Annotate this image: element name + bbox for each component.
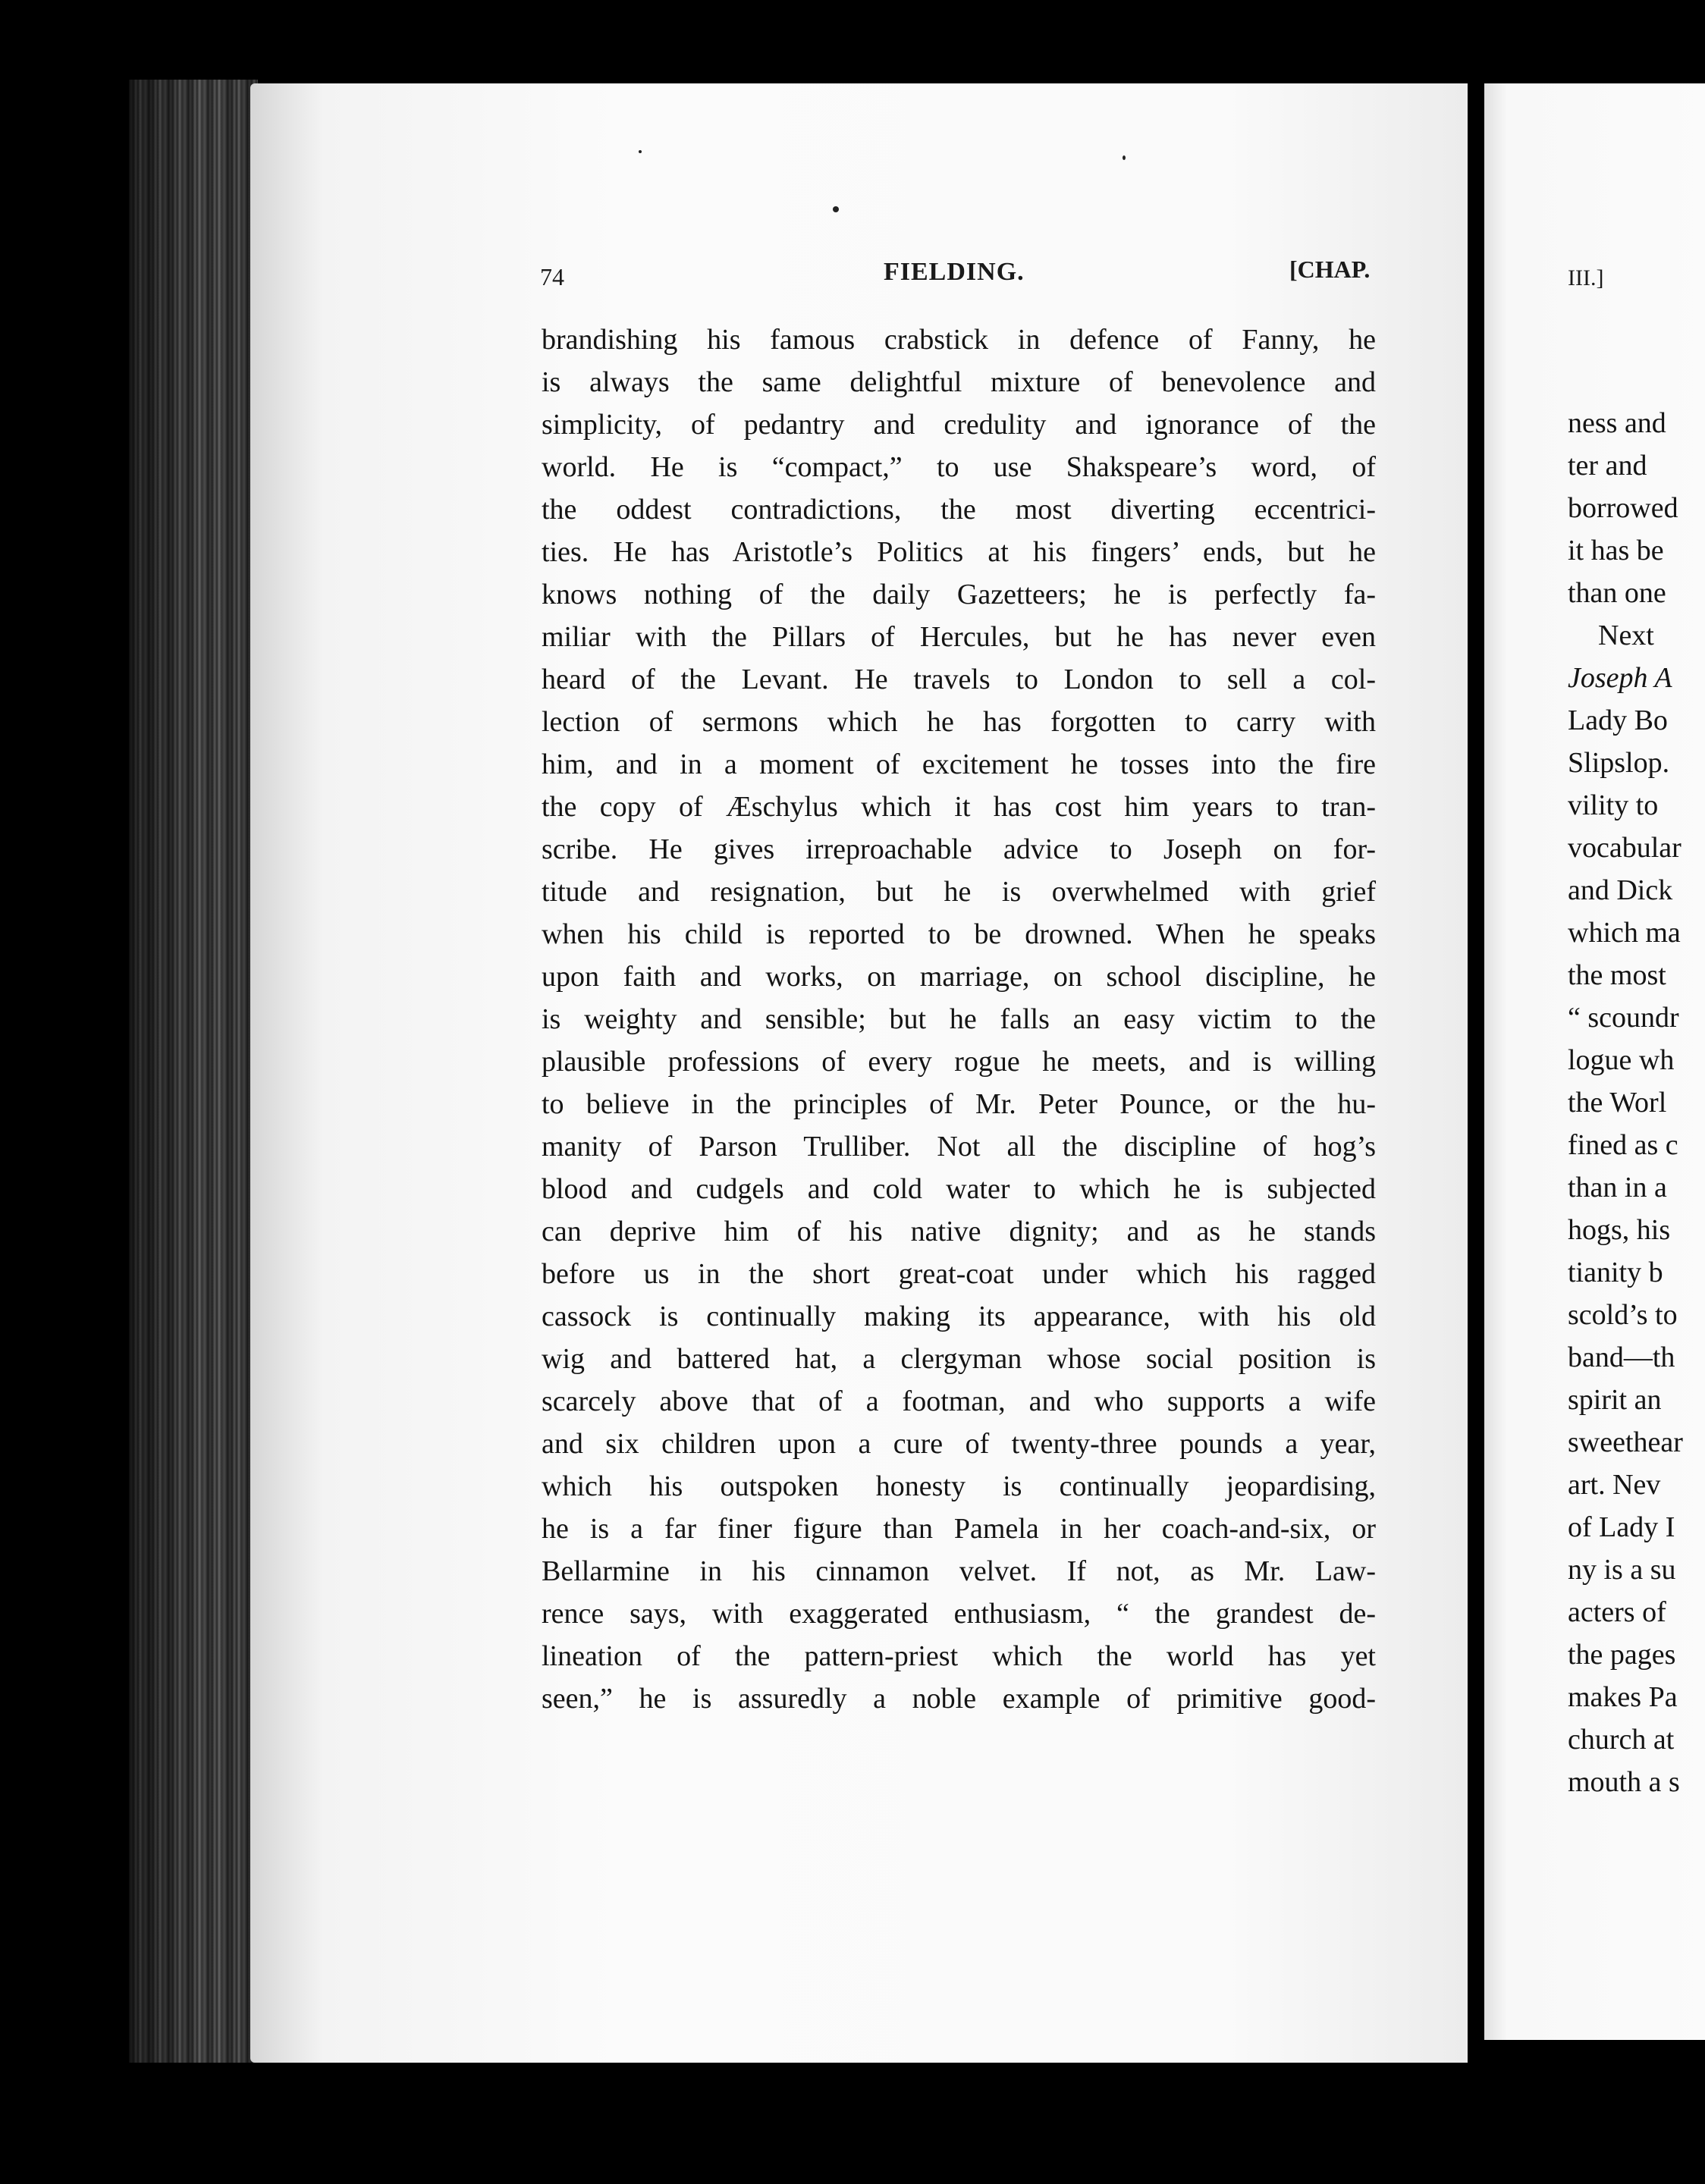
text-line: blood and cudgels and cold water to which he is subjected	[542, 1173, 1376, 1205]
right-text-line: fined as c	[1568, 1129, 1678, 1161]
right-text-line: ness and	[1568, 407, 1666, 439]
right-text-line: of Lady I	[1568, 1511, 1675, 1543]
text-line: scribe. He gives irreproachable advice to Joseph on for-	[542, 833, 1376, 865]
text-line: manity of Parson Trulliber. Not all the discipline of hog’s	[542, 1131, 1376, 1163]
right-text-line: Joseph A	[1568, 662, 1672, 694]
text-line: before us in the short great-coat under which his ragged	[542, 1258, 1376, 1290]
right-text-line: the Worl	[1568, 1087, 1667, 1119]
text-line: knows nothing of the daily Gazetteers; he is perfectly fa-	[542, 579, 1376, 610]
right-text-line: vocabular	[1568, 832, 1681, 864]
text-line: simplicity, of pedantry and credulity and ignorance of the	[542, 409, 1376, 441]
text-line: is weighty and sensible; but he falls an easy victim to the	[542, 1003, 1376, 1035]
running-title: FIELDING.	[884, 258, 1025, 286]
right-text-line: logue wh	[1568, 1044, 1675, 1076]
text-line: Bellarmine in his cinnamon velvet. If not, as Mr. Law-	[542, 1555, 1376, 1587]
right-text-line: tianity b	[1568, 1257, 1663, 1288]
right-text-line: than in a	[1568, 1172, 1667, 1203]
text-line: brandishing his famous crabstick in defence of Fanny, he	[542, 324, 1376, 356]
text-line: upon faith and works, on marriage, on school discipline, he	[542, 961, 1376, 993]
text-line: lineation of the pattern-priest which the world has yet	[542, 1640, 1376, 1672]
right-text-line: “ scoundr	[1568, 1002, 1679, 1034]
right-text-line: scold’s to	[1568, 1299, 1678, 1331]
text-line: rence says, with exaggerated enthusiasm, “ the grandest de-	[542, 1598, 1376, 1630]
right-text-line: spirit an	[1568, 1384, 1662, 1416]
right-text-line: church at	[1568, 1724, 1675, 1756]
scan-speck	[833, 206, 839, 212]
right-text-line: art. Nev	[1568, 1469, 1661, 1501]
text-line: titude and resignation, but he is overwhelmed with grief	[542, 876, 1376, 908]
right-text-line: sweethear	[1568, 1426, 1683, 1458]
right-text-line: borrowed	[1568, 492, 1678, 524]
right-text-line: it has be	[1568, 535, 1664, 566]
text-line: is always the same delightful mixture of benevolence and	[542, 366, 1376, 398]
page-number: 74	[540, 263, 564, 290]
right-text-line: which ma	[1568, 917, 1681, 949]
text-line: cassock is continually making its appearance, with his old	[542, 1301, 1376, 1332]
right-page	[1484, 83, 1705, 2040]
text-line: to believe in the principles of Mr. Peter Pounce, or the hu-	[542, 1088, 1376, 1120]
right-text-line: the pages	[1568, 1639, 1676, 1671]
right-text-line: vility to	[1568, 789, 1659, 821]
scan-speck	[639, 150, 642, 153]
text-line: miliar with the Pillars of Hercules, but he has never even	[542, 621, 1376, 653]
text-line: seen,” he is assuredly a noble example of primitive good-	[542, 1683, 1376, 1715]
text-line: lection of sermons which he has forgotten to carry with	[542, 706, 1376, 738]
right-text-line: band—th	[1568, 1341, 1675, 1373]
text-line: when his child is reported to be drowned. When he speaks	[542, 918, 1376, 950]
text-line: him, and in a moment of excitement he tosses into the fire	[542, 748, 1376, 780]
text-line: can deprive him of his native dignity; and as he stands	[542, 1216, 1376, 1247]
scan-speck	[1123, 155, 1126, 160]
text-line: world. He is “compact,” to use Shakspeare’s word, of	[542, 451, 1376, 483]
right-text-line: ter and	[1568, 450, 1647, 482]
right-text-line: hogs, his	[1568, 1214, 1671, 1246]
text-line: plausible professions of every rogue he meets, and is willing	[542, 1046, 1376, 1078]
gutter	[1468, 76, 1484, 2085]
text-line: which his outspoken honesty is continually jeopardising,	[542, 1470, 1376, 1502]
text-line: and six children upon a cure of twenty-three pounds a year,	[542, 1428, 1376, 1460]
right-text-line: Lady Bo	[1568, 704, 1668, 736]
right-text-line: than one	[1568, 577, 1666, 609]
right-text-line: ny is a su	[1568, 1554, 1676, 1586]
right-running-header: III.]	[1568, 265, 1604, 290]
right-text-line: makes Pa	[1568, 1681, 1678, 1713]
text-line: the oddest contradictions, the most diverting eccentrici-	[542, 494, 1376, 526]
right-text-line: acters of	[1568, 1596, 1666, 1628]
right-text-line: Slipslop.	[1568, 747, 1670, 779]
right-text-line: Next	[1598, 620, 1654, 651]
text-line: heard of the Levant. He travels to London to sell a col-	[542, 664, 1376, 695]
text-line: wig and battered hat, a clergyman whose social position is	[542, 1343, 1376, 1375]
right-text-line: and Dick	[1568, 874, 1673, 906]
text-line: he is a far finer figure than Pamela in her coach-and-six, or	[542, 1513, 1376, 1545]
chapter-mark: [CHAP.	[1289, 256, 1371, 283]
page-edges	[129, 80, 258, 2063]
text-line: the copy of Æschylus which it has cost him years to tran-	[542, 791, 1376, 823]
text-line: ties. He has Aristotle’s Politics at his fingers’ ends, but he	[542, 536, 1376, 568]
right-text-line: the most	[1568, 959, 1666, 991]
right-text-line: mouth a s	[1568, 1766, 1680, 1798]
text-line: scarcely above that of a footman, and who supports a wife	[542, 1385, 1376, 1417]
